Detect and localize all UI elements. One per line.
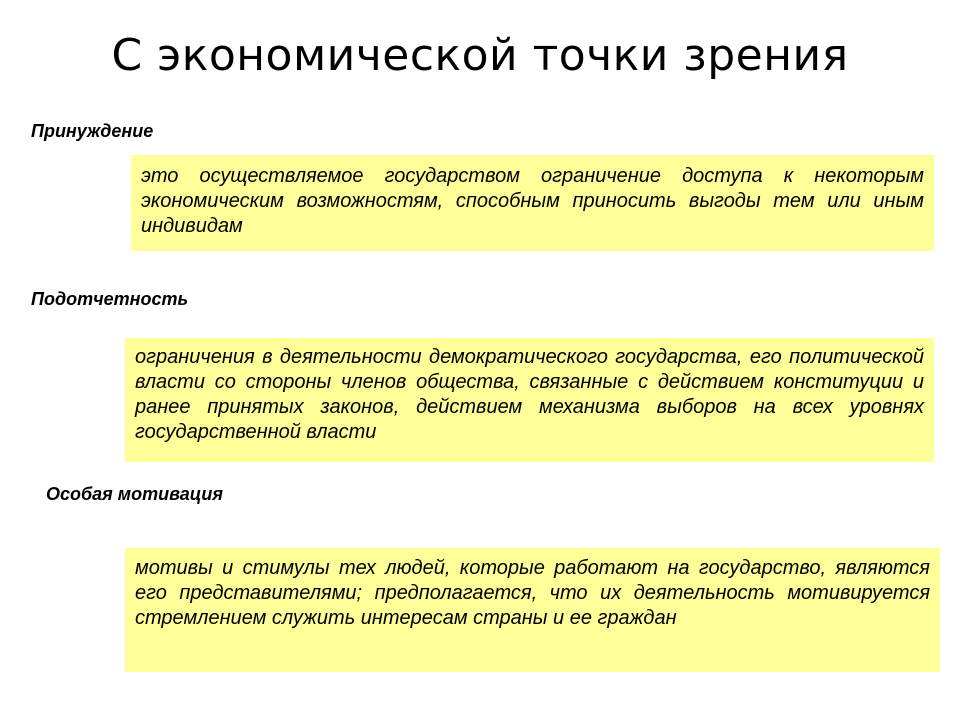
term-coercion: Принуждение bbox=[31, 121, 154, 141]
term-special-motivation: Особая мотивация bbox=[46, 484, 223, 504]
definition-box-accountability: ограничения в деятельности демократического государства, его политической власти со стороны членов общества, связанные с действием конституции и ранее принятых законов, действием механизма выборов на всех уровнях государственной власти bbox=[125, 338, 934, 462]
term-accountability: Подотчетность bbox=[31, 289, 189, 309]
slide-title: С экономической точки зрения bbox=[111, 30, 849, 81]
definition-box-coercion: это осуществляемое государством ограничение доступа к некоторым экономическим возможностям, способным приносить выгоды тем или иным индивидам bbox=[131, 155, 934, 251]
definition-box-special-motivation: мотивы и стимулы тех людей, которые работают на государство, являются его представителями; предполагается, что их деятельность мотивируется стремлением служить интересам страны и ее граждан bbox=[125, 548, 940, 672]
